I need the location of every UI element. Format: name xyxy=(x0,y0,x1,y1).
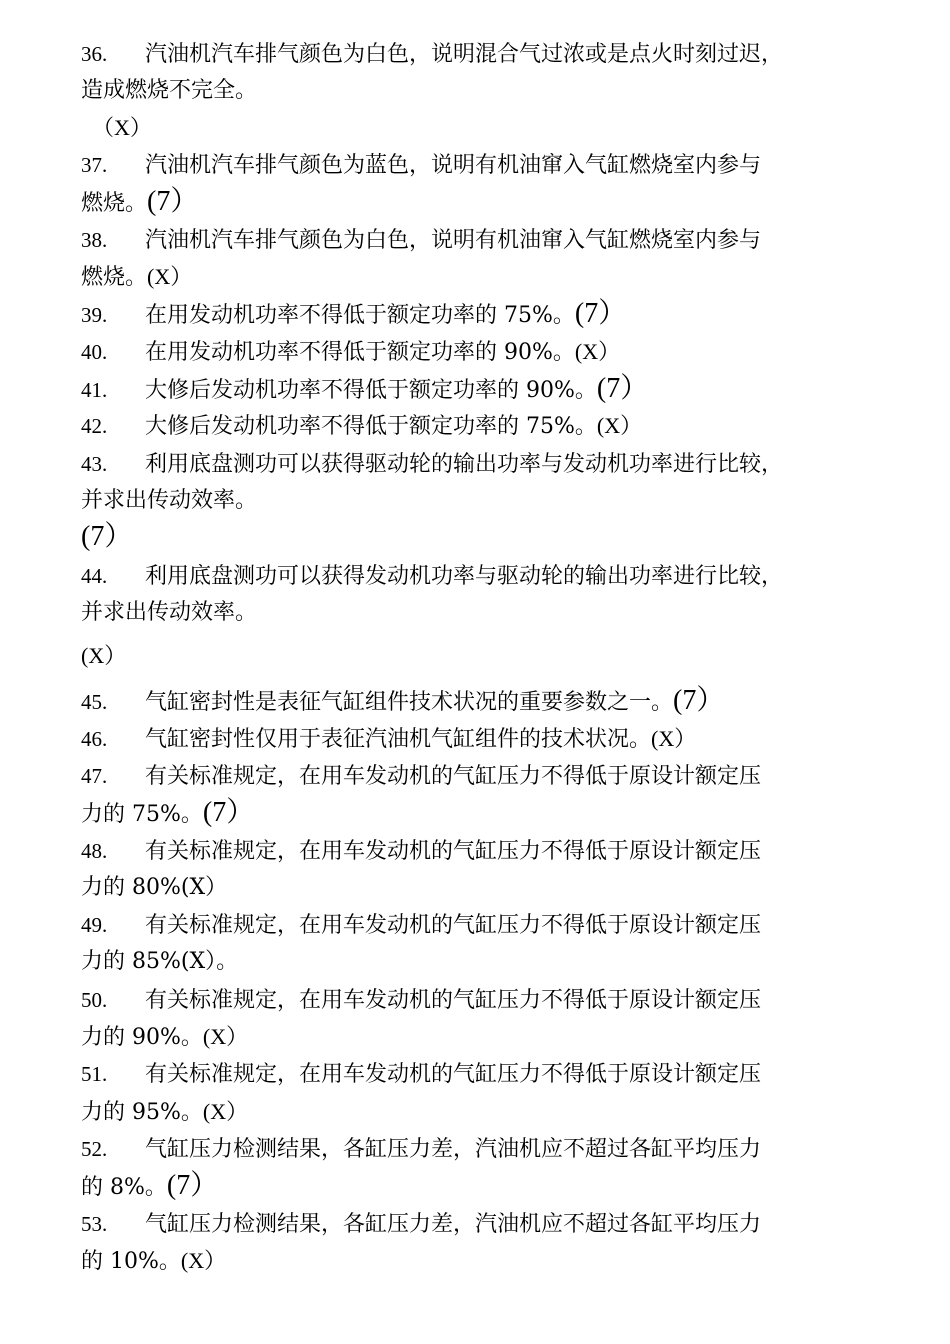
question-38-continuation xyxy=(81,262,192,293)
question-36-answer xyxy=(92,113,152,144)
question-43-continuation xyxy=(81,486,257,516)
question-number: 48. xyxy=(81,839,108,863)
question-50 xyxy=(81,985,761,1016)
answer-mark: (7） xyxy=(574,298,627,329)
answer-mark: (X） xyxy=(651,726,697,751)
answer-mark: (X） xyxy=(202,1024,249,1049)
question-text: 气缸密封性是表征气缸组件技术状况的重要参数之一。 xyxy=(145,690,674,715)
question-number: 46. xyxy=(81,727,108,751)
question-51-continuation xyxy=(81,1097,248,1128)
question-text: 在用发动机功率不得低于额定功率的 90%。 xyxy=(145,340,575,365)
question-text-continuation: 燃烧。 xyxy=(81,265,148,290)
question-text: 利用底盘测功可以获得驱动轮的输出功率与发动机功率进行比较， xyxy=(145,452,784,477)
question-45 xyxy=(81,686,724,718)
question-number: 41. xyxy=(81,378,108,402)
question-number: 37. xyxy=(81,153,108,177)
question-number: 49. xyxy=(81,913,108,937)
question-number: 38. xyxy=(81,228,108,252)
question-text: 气缸密封性仅用于表征汽油机气缸组件的技术状况。 xyxy=(145,727,652,752)
answer-mark: (X） xyxy=(596,413,643,438)
question-36 xyxy=(81,39,783,70)
question-text: 大修后发动机功率不得低于额定功率的 75%。 xyxy=(145,414,597,439)
question-51 xyxy=(81,1059,761,1090)
question-text: 汽油机汽车排气颜色为白色，说明混合气过浓或是点火时刻过迟， xyxy=(145,42,784,67)
answer-mark: (X） xyxy=(180,1248,227,1273)
question-50-continuation xyxy=(81,1022,248,1053)
question-text: 有关标准规定，在用车发动机的气缸压力不得低于原设计额定压 xyxy=(145,1062,762,1087)
question-44-answer xyxy=(81,641,126,672)
question-number: 51. xyxy=(81,1062,108,1086)
question-52 xyxy=(81,1134,761,1165)
question-text-continuation: 力的 80%(X） xyxy=(81,875,228,900)
question-39 xyxy=(81,299,626,331)
answer-mark: (7） xyxy=(147,186,199,217)
question-41 xyxy=(81,374,648,406)
question-number: 36. xyxy=(81,42,108,66)
question-48 xyxy=(81,836,761,867)
question-37 xyxy=(81,150,761,181)
question-49 xyxy=(81,910,761,941)
question-text-continuation: 力的 85%(X）。 xyxy=(81,949,239,974)
question-text-continuation: 力的 75%。 xyxy=(81,802,203,827)
question-text-continuation: 的 10%。 xyxy=(81,1249,181,1274)
question-number: 47. xyxy=(81,764,108,788)
answer-mark: (7） xyxy=(596,373,649,404)
question-text: 大修后发动机功率不得低于额定功率的 90%。 xyxy=(145,378,597,403)
question-text-continuation: 造成燃烧不完全。 xyxy=(81,78,258,103)
question-text-continuation: 力的 95%。 xyxy=(81,1100,203,1125)
question-text-continuation: 并求出传动效率。 xyxy=(81,600,258,625)
question-number: 53. xyxy=(81,1212,108,1236)
question-text: 利用底盘测功可以获得发动机功率与驱动轮的输出功率进行比较， xyxy=(145,564,784,589)
question-number: 52. xyxy=(81,1137,108,1161)
question-text-continuation: 力的 90%。 xyxy=(81,1025,203,1050)
question-53-continuation xyxy=(81,1246,226,1277)
question-53 xyxy=(81,1209,761,1240)
question-48-continuation xyxy=(81,873,227,903)
answer-mark: (X） xyxy=(202,1099,249,1124)
question-43-answer xyxy=(81,522,132,554)
answer-mark: （X） xyxy=(92,115,152,140)
question-52-continuation xyxy=(81,1171,218,1203)
question-40 xyxy=(81,337,620,368)
question-number: 39. xyxy=(81,303,108,327)
answer-mark: (7） xyxy=(202,797,255,828)
question-number: 45. xyxy=(81,690,108,714)
question-47-continuation xyxy=(81,798,254,830)
question-text: 有关标准规定，在用车发动机的气缸压力不得低于原设计额定压 xyxy=(145,839,762,864)
answer-mark: (X） xyxy=(574,339,621,364)
question-text-continuation: 燃烧。 xyxy=(81,191,148,216)
answer-mark: (7） xyxy=(673,685,725,716)
question-46 xyxy=(81,724,696,755)
answer-mark: (X） xyxy=(81,643,127,668)
question-text: 汽油机汽车排气颜色为蓝色，说明有机油窜入气缸燃烧室内参与 xyxy=(145,153,762,178)
question-number: 44. xyxy=(81,564,108,588)
question-47 xyxy=(81,761,761,792)
question-number: 43. xyxy=(81,452,108,476)
question-44 xyxy=(81,561,783,592)
question-text: 在用发动机功率不得低于额定功率的 75%。 xyxy=(145,303,575,328)
question-36-continuation xyxy=(81,76,257,106)
question-43 xyxy=(81,449,783,480)
question-text: 气缸压力检测结果，各缸压力差，汽油机应不超过各缸平均压力 xyxy=(145,1137,762,1162)
question-44-continuation xyxy=(81,598,257,628)
question-text: 有关标准规定，在用车发动机的气缸压力不得低于原设计额定压 xyxy=(145,764,762,789)
answer-mark: (7） xyxy=(166,1170,219,1201)
question-38 xyxy=(81,225,761,256)
question-text: 气缸压力检测结果，各缸压力差，汽油机应不超过各缸平均压力 xyxy=(145,1212,762,1237)
question-49-continuation xyxy=(81,947,238,977)
question-number: 42. xyxy=(81,414,108,438)
question-text-continuation: 并求出传动效率。 xyxy=(81,488,258,513)
question-text: 汽油机汽车排气颜色为白色，说明有机油窜入气缸燃烧室内参与 xyxy=(145,228,762,253)
question-number: 50. xyxy=(81,988,108,1012)
question-number: 40. xyxy=(81,340,108,364)
answer-mark: (X） xyxy=(147,264,193,289)
question-37-continuation xyxy=(81,187,198,219)
question-text: 有关标准规定，在用车发动机的气缸压力不得低于原设计额定压 xyxy=(145,988,762,1013)
question-text: 有关标准规定，在用车发动机的气缸压力不得低于原设计额定压 xyxy=(145,913,762,938)
question-42 xyxy=(81,411,642,442)
answer-mark: (7） xyxy=(81,521,133,552)
question-text-continuation: 的 8%。 xyxy=(81,1175,167,1200)
